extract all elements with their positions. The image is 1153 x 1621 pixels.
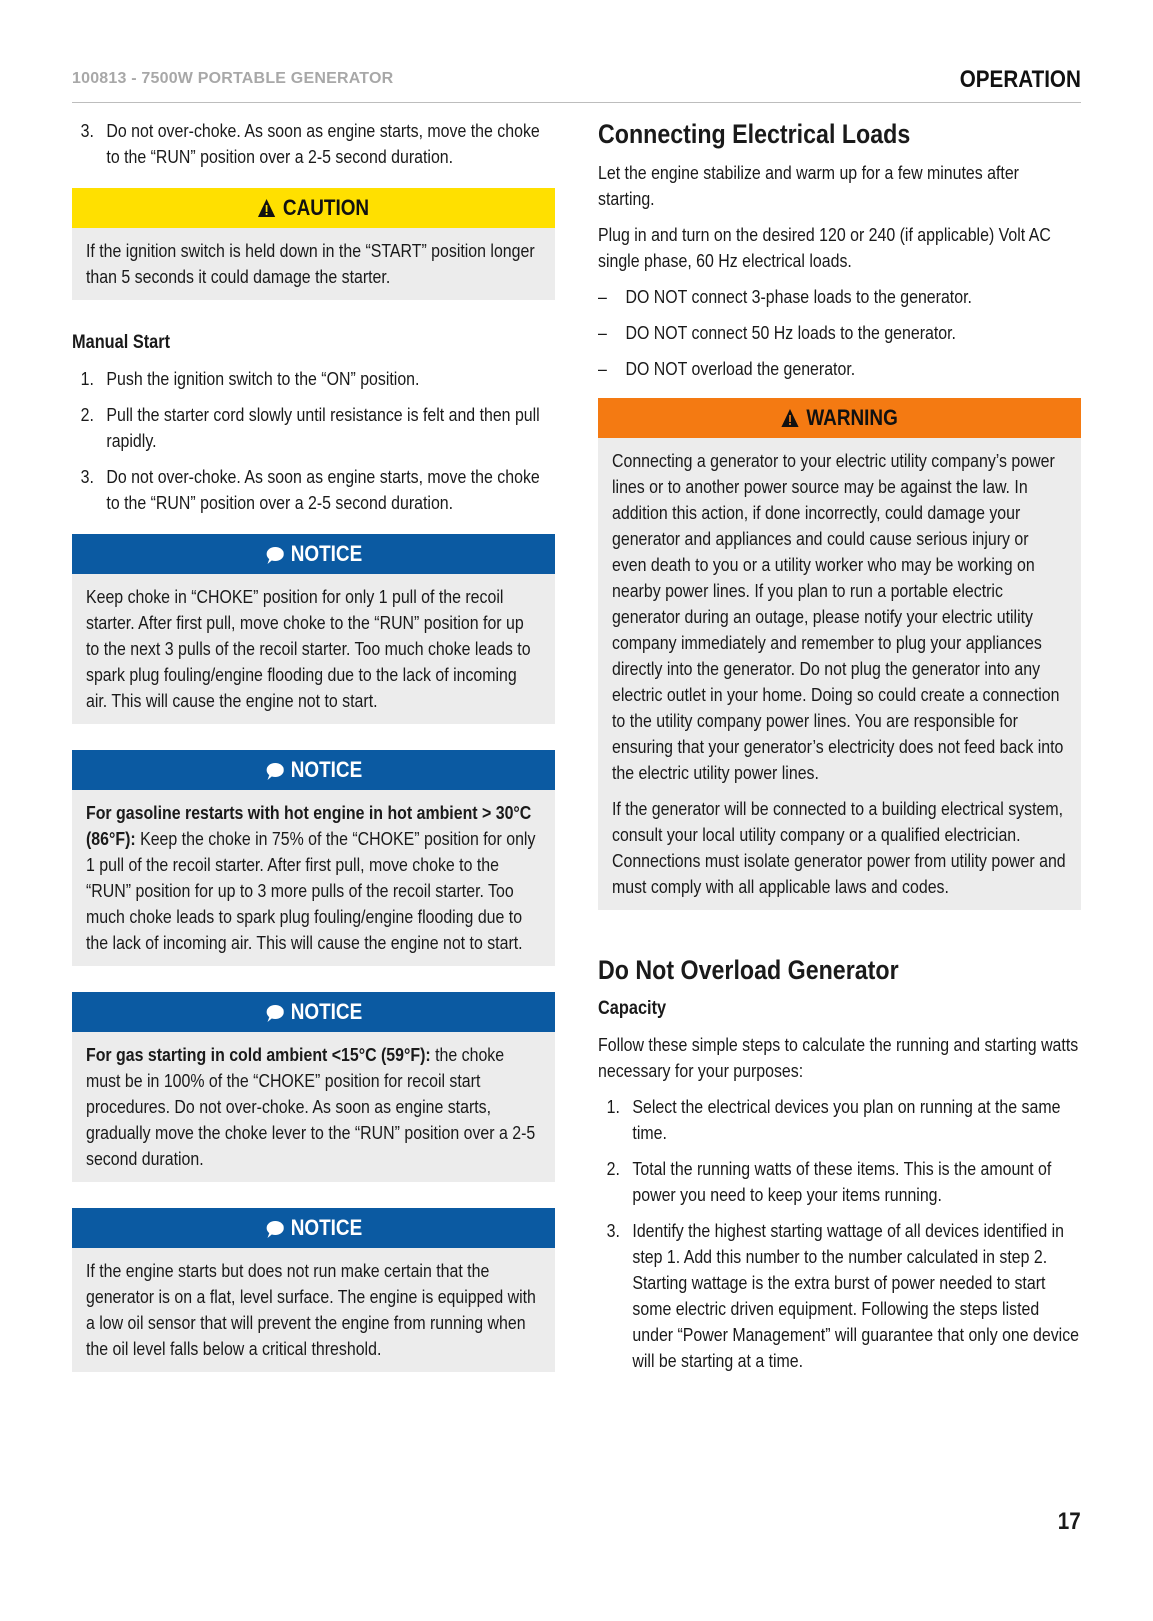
step-text: Total the running watts of these items. This is the amount of power you need to keep your items running. xyxy=(632,1158,1052,1205)
list-item xyxy=(72,402,554,454)
caution-text: If the ignition switch is held down in the “START” position longer than 5 seconds it could damage the starter. xyxy=(86,240,535,287)
list-item xyxy=(72,366,554,392)
notice-text: Keep choke in “CHOKE” position for only 1 pull of the recoil starter. After first pull, move choke to the “RUN” position for up to the next 3 pulls of the recoil starter. Too much choke leads to spark plug fouling/engine flooding due to the lack of incoming air. This will cause the engine not to start. xyxy=(86,586,531,711)
list-item xyxy=(598,356,1080,382)
list-text: DO NOT overload the generator. xyxy=(625,358,856,379)
step-number: 3. xyxy=(80,466,94,487)
overload-heading: Do Not Overload Generator xyxy=(598,955,899,985)
step-number: 3. xyxy=(606,1220,620,1241)
step-text: Pull the starter cord slowly until resistance is felt and then pull rapidly. xyxy=(106,404,540,451)
warning-header xyxy=(598,398,1081,438)
speech-bubble-icon xyxy=(265,1220,284,1238)
list-item xyxy=(72,118,554,170)
step-text: Identify the highest starting wattage of all devices identified in step 1. Add this number to the number calculated in step 2. Starting wattage is the extra burst of power needed to start some electric driven equipment. Following the steps listed under “Power Management” will guarantee that only one device will be starting at a time. xyxy=(632,1220,1080,1371)
notice-header xyxy=(72,750,555,790)
notice-label: NOTICE xyxy=(290,757,363,782)
warning-paragraph-2: If the generator will be connected to a building electrical system, consult your local utility company or a qualified electrician. Connections must isolate generator power from utility power and must comply with all applicable laws and codes. xyxy=(612,798,1066,897)
notice-label: NOTICE xyxy=(290,999,363,1024)
capacity-heading: Capacity xyxy=(598,998,667,1019)
caution-label: CAUTION xyxy=(283,195,370,220)
dash-bullet: – xyxy=(598,358,607,379)
capacity-steps xyxy=(598,1094,1080,1374)
caution-callout xyxy=(72,188,555,300)
connecting-loads-heading: Connecting Electrical Loads xyxy=(598,119,911,149)
notice-callout-4 xyxy=(72,1208,555,1372)
loads-paragraph-1: Let the engine stabilize and warm up for a few minutes after starting. xyxy=(598,162,1019,209)
list-item xyxy=(598,1218,1080,1374)
list-item xyxy=(598,284,1080,310)
notice-header xyxy=(72,534,555,574)
warning-triangle-icon xyxy=(781,408,800,428)
load-restrictions-list xyxy=(598,284,1080,382)
caution-header xyxy=(72,188,555,228)
notice-body-text: the choke must be in 100% of the “CHOKE” position for recoil start procedures. Do not over-choke. As soon as engine starts, gradually move the choke lever to the “RUN” position over a 2-5 second duration. xyxy=(86,1044,536,1169)
list-item xyxy=(72,464,554,516)
step-text: Select the electrical devices you plan on running at the same time. xyxy=(632,1096,1061,1143)
right-column xyxy=(598,118,1081,1384)
notice-header xyxy=(72,992,555,1032)
capacity-intro: Follow these simple steps to calculate the running and starting watts necessary for your purposes: xyxy=(598,1034,1079,1081)
notice-bold-lead: For gasoline restarts with hot engine in hot ambient > 30°C (86°F): xyxy=(86,802,532,849)
notice-label: NOTICE xyxy=(290,541,363,566)
notice-text: If the engine starts but does not run make certain that the generator is on a flat, level surface. The engine is equipped with a low oil sensor that will prevent the engine from running when the oil level falls below a critical threshold. xyxy=(86,1260,536,1359)
page-number: 17 xyxy=(1058,1508,1081,1535)
list-text: DO NOT connect 3-phase loads to the generator. xyxy=(625,286,972,307)
notice-body-text: Keep the choke in 75% of the “CHOKE” position for only 1 pull of the recoil starter. After first pull, move choke to the “RUN” position for up to 3 more pulls of the recoil starter. Too much choke leads to spark plug fouling/engine flooding due to the lack of incoming air. This will cause the engine not to start. xyxy=(86,828,536,953)
document-title: 100813 - 7500W PORTABLE GENERATOR xyxy=(72,70,394,87)
notice-header xyxy=(72,1208,555,1248)
notice-body xyxy=(72,1248,555,1372)
list-item xyxy=(598,320,1080,346)
step-text: Do not over-choke. As soon as engine starts, move the choke to the “RUN” position over a 2-5 second duration. xyxy=(106,120,540,167)
step-number: 2. xyxy=(80,404,94,425)
notice-bold-lead: For gas starting in cold ambient <15°C (59°F): xyxy=(86,1044,431,1065)
loads-paragraph-2: Plug in and turn on the desired 120 or 240 (if applicable) Volt AC single phase, 60 Hz electrical loads. xyxy=(598,224,1051,271)
caution-body xyxy=(72,228,555,300)
notice-callout-3 xyxy=(72,992,555,1182)
notice-text xyxy=(86,1042,540,1172)
warning-callout xyxy=(598,398,1081,910)
step-text: Do not over-choke. As soon as engine starts, move the choke to the “RUN” position over a 2-5 second duration. xyxy=(106,466,540,513)
notice-body xyxy=(72,790,555,966)
warning-label: WARNING xyxy=(806,405,899,430)
manual-start-heading: Manual Start xyxy=(72,332,171,353)
step-number: 2. xyxy=(606,1158,620,1179)
notice-label: NOTICE xyxy=(290,1215,363,1240)
notice-text xyxy=(86,800,540,956)
notice-body xyxy=(72,574,555,724)
speech-bubble-icon xyxy=(265,546,284,564)
dash-bullet: – xyxy=(598,322,607,343)
dash-bullet: – xyxy=(598,286,607,307)
warning-body xyxy=(598,438,1081,910)
carryover-step-list xyxy=(72,118,554,170)
notice-callout-1 xyxy=(72,534,555,724)
warning-paragraph-1: Connecting a generator to your electric utility company’s power lines or to another power source may be against the law. In addition this action, if done incorrectly, could damage your generator and appliances and could cause serious injury or even death to you or a utility worker who may be working on nearby power lines. If you plan to run a portable electric generator during an outage, please notify your electric utility company immediately and remember to plug your appliances directly into the generator. Do not plug the generator into any electric outlet in your home. Doing so could create a connection to the utility company power lines. You are responsible for ensuring that your generator’s electricity does not feed back into the electric utility power lines. xyxy=(612,450,1064,783)
list-text: DO NOT connect 50 Hz loads to the generator. xyxy=(625,322,956,343)
step-number: 1. xyxy=(606,1096,620,1117)
step-number: 1. xyxy=(80,368,94,389)
section-title: OPERATION xyxy=(959,66,1081,93)
speech-bubble-icon xyxy=(265,1004,284,1022)
step-text: Push the ignition switch to the “ON” position. xyxy=(106,368,420,389)
notice-callout-2 xyxy=(72,750,555,966)
list-item xyxy=(598,1156,1080,1208)
speech-bubble-icon xyxy=(265,762,284,780)
warning-triangle-icon xyxy=(258,198,277,218)
notice-body xyxy=(72,1032,555,1182)
step-number: 3. xyxy=(80,120,94,141)
left-column xyxy=(72,118,555,1398)
page-header xyxy=(72,62,1081,103)
manual-start-steps xyxy=(72,366,554,516)
list-item xyxy=(598,1094,1080,1146)
